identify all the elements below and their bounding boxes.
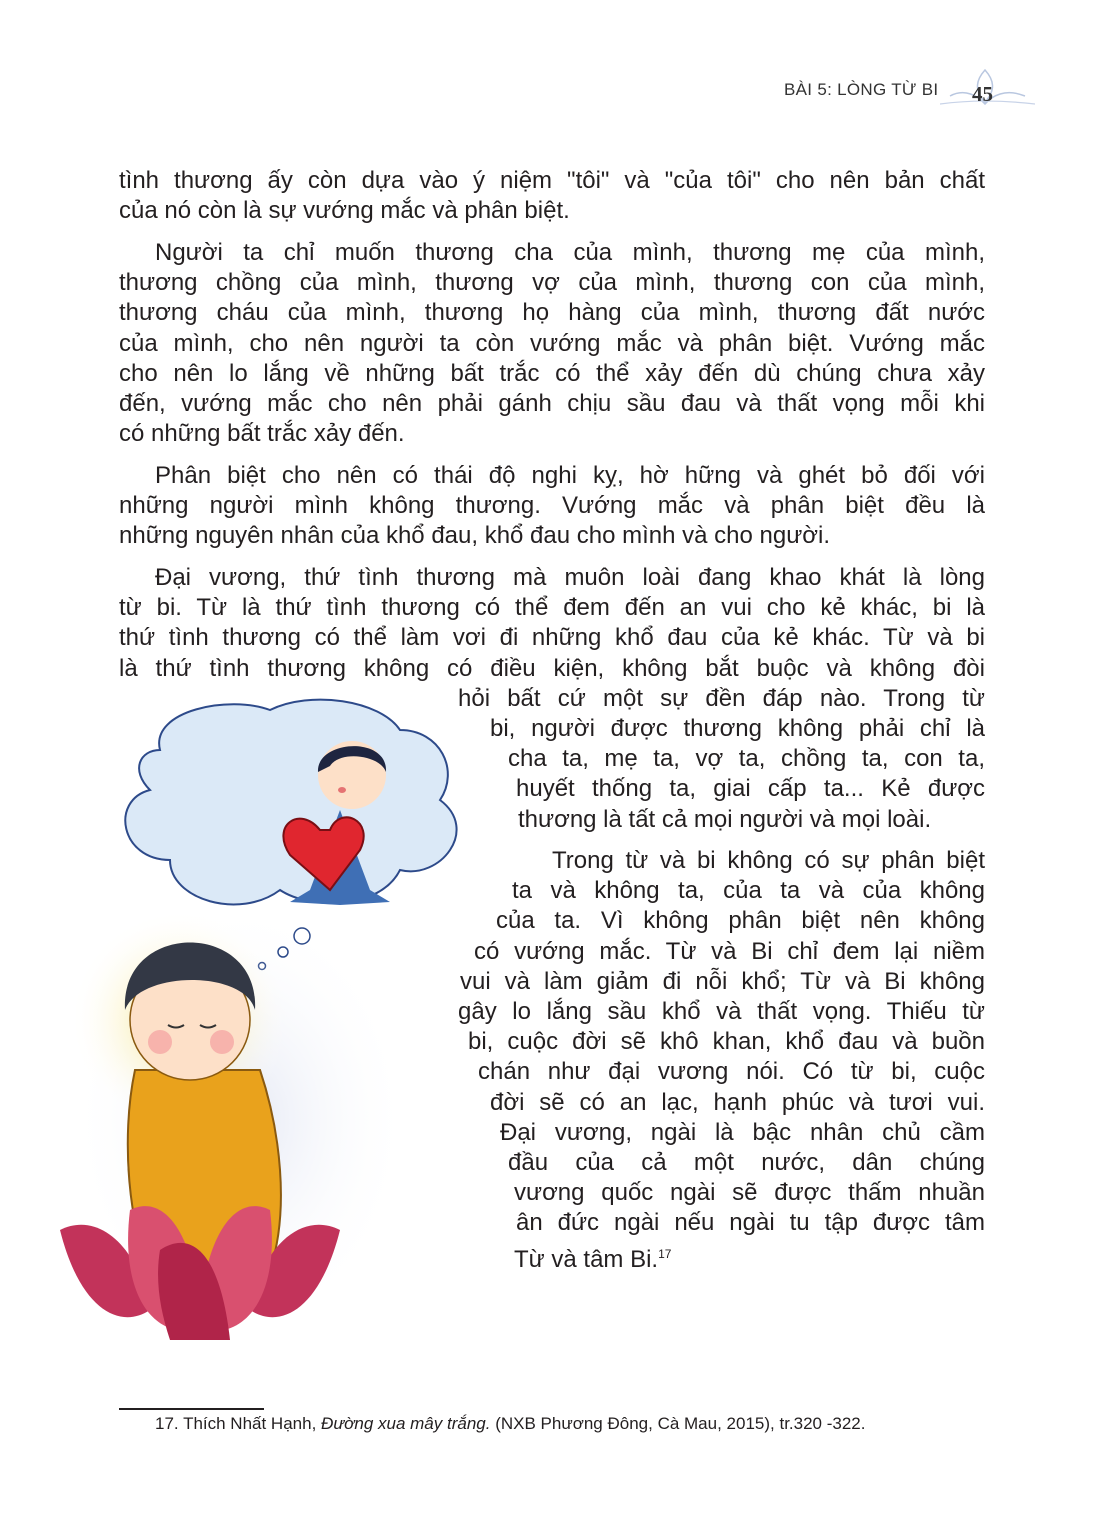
footnote-author: Thích Nhất Hạnh, [183,1414,317,1433]
text-line: huyết thống ta, giai cấp ta... Kẻ được [516,775,985,803]
text-line: của ta. Vì không phân biệt nên không [496,907,985,935]
text-line: Đại vương, thứ tình thương mà muôn loài đang khao khát là lòng [155,564,985,591]
text-line: tình thương ấy còn dựa vào ý niệm "tôi" và "của tôi" cho nên bản chất [119,167,985,194]
footnote-number: 17. [155,1414,179,1433]
text-line: Người ta chỉ muốn thương cha của mình, thương mẹ của mình, [155,239,985,266]
text-line: cho nên lo lắng về những bất trắc có thể xảy đến dù chúng chưa xảy [119,359,985,387]
text-line: có vướng mắc. Từ và Bi chỉ đem lại niềm [474,937,985,965]
buddha-illustration [40,690,510,1350]
text-line: thương cháu của mình, thương họ hàng của mình, thương đất nước [119,299,985,327]
text-line: hỏi bất cứ một sự đền đáp nào. Trong từ [458,684,985,712]
text-line: Trong từ và bi không có sự phân biệt [552,847,985,874]
text-line: bi, người được thương không phải chỉ là [490,715,985,742]
footnote [155,1414,865,1434]
text-line: Phân biệt cho nên có thái độ nghi kỵ, hờ hững và ghét bỏ đối với [155,462,985,489]
text-line: gây lo lắng sầu khổ và thất vọng. Thiếu từ [458,998,985,1025]
text-line: Đại vương, ngài là bậc nhân chủ cầm [500,1118,985,1146]
text-line: đến, vướng mắc cho nên phải gánh chịu sầu đau và thất vọng mỗi khi [119,390,985,417]
text-line: đầu của cả một nước, dân chúng [508,1149,985,1176]
footnote-divider [119,1408,264,1410]
footnote-publication: (NXB Phương Đông, Cà Mau, 2015), tr.320 -322. [495,1414,866,1433]
text-line: cha ta, mẹ ta, vợ ta, chồng ta, con ta, [508,745,985,773]
text-line: bi, cuộc đời sẽ khô khan, khổ đau và buồn [468,1028,985,1056]
text-line: chán như đại vương nói. Có từ bi, cuộc [478,1058,985,1086]
text-line: thương là tất cả mọi người và mọi loài. [518,805,932,833]
text-line: vui và làm giảm đi nỗi khổ; Từ và Bi không [460,967,985,995]
text-line: vương quốc ngài sẽ được thấm nhuần [514,1179,985,1207]
text-line: từ bi. Từ là thứ tình thương có thể đem đến an vui cho kẻ khác, bi là [119,594,985,622]
text-line: ân đức ngài nếu ngài tu tập được tâm [516,1209,985,1237]
text-line: thứ tình thương có thể làm vơi đi những khổ đau của kẻ khác. Từ và bi [119,624,985,652]
lesson-title: BÀI 5: LÒNG TỪ BI [784,80,939,99]
text-line: ta và không ta, của ta và của không [512,877,985,905]
footnote-book-title: Đường xua mây trắng. [321,1414,491,1433]
text-line: những người mình không thương. Vướng mắc và phân biệt đều là [119,492,985,520]
footnote-reference: 17 [658,1246,672,1261]
text-line: Từ và tâm Bi.$^{17}$ [514,1245,672,1273]
text-line: là thứ tình thương không có điều kiện, không bắt buộc và không đòi [119,654,985,682]
text-line: những nguyên nhân của khổ đau, khổ đau cho mình và cho người. [119,522,831,550]
page-number: 45 [972,82,993,106]
text-line: thương chồng của mình, thương vợ của mình, thương con của mình, [119,269,985,297]
text-line: đời sẽ có an lạc, hạnh phúc và tươi vui. [490,1088,985,1116]
text-line: của nó còn là sự vướng mắc và phân biệt. [119,197,570,225]
text-line: có những bất trắc xảy đến. [119,420,405,448]
text-line: của mình, cho nên người ta còn vướng mắc và phân biệt. Vướng mắc [119,329,985,357]
